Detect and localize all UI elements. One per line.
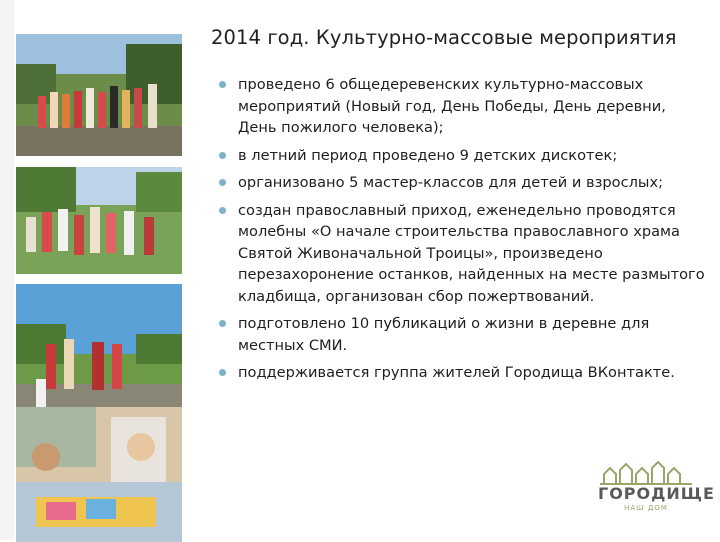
list-item-text: в летний период проведено 9 детских дискотек;: [238, 146, 618, 164]
list-item-text: подготовлено 10 публикаций о жизни в деревне для местных СМИ.: [238, 315, 650, 354]
bullet-list: [218, 74, 708, 390]
list-item: [218, 313, 708, 356]
logo: [598, 460, 715, 520]
bullet-dot-icon: [219, 81, 226, 88]
page-title: 2014 год. Культурно-массовые мероприятия: [211, 26, 677, 49]
photo-folk-performers: [16, 284, 182, 426]
photo-masterclass: [16, 407, 182, 542]
village-skyline-icon: [598, 460, 694, 486]
left-margin-strip: [0, 0, 14, 540]
list-item-text: организовано 5 мастер-классов для детей и взрослых;: [238, 174, 663, 191]
list-item-text: создан православный приход, еженедельно проводятся молебны «О начале строительства православного храма Святой Живоначальной Троицы», произведено перезахоронение останков, найденных на месте размытого кладбища, организован сбор пожертвований.: [238, 201, 705, 305]
photo-children-group: [16, 167, 182, 274]
photo-dance-outdoors: [16, 34, 182, 156]
list-item: [218, 74, 708, 139]
bullet-dot-icon: [219, 320, 226, 327]
list-item: [218, 172, 708, 194]
logo-name: ГОРОДИЩЕ: [598, 484, 715, 503]
bullet-dot-icon: [219, 152, 226, 159]
list-item: [218, 145, 708, 167]
logo-tagline: НАШ ДОМ: [624, 504, 668, 512]
bullet-dot-icon: [219, 207, 226, 214]
bullet-dot-icon: [219, 179, 226, 186]
list-item-text: поддерживается группа жителей Городища ВКонтакте.: [238, 364, 675, 381]
list-item-text: проведено 6 общедеревенских культурно-массовых мероприятий (Новый год, День Победы, День деревни, День пожилого человека);: [238, 76, 666, 136]
bullet-dot-icon: [219, 369, 226, 376]
list-item: [218, 362, 708, 384]
list-item: [218, 200, 708, 308]
